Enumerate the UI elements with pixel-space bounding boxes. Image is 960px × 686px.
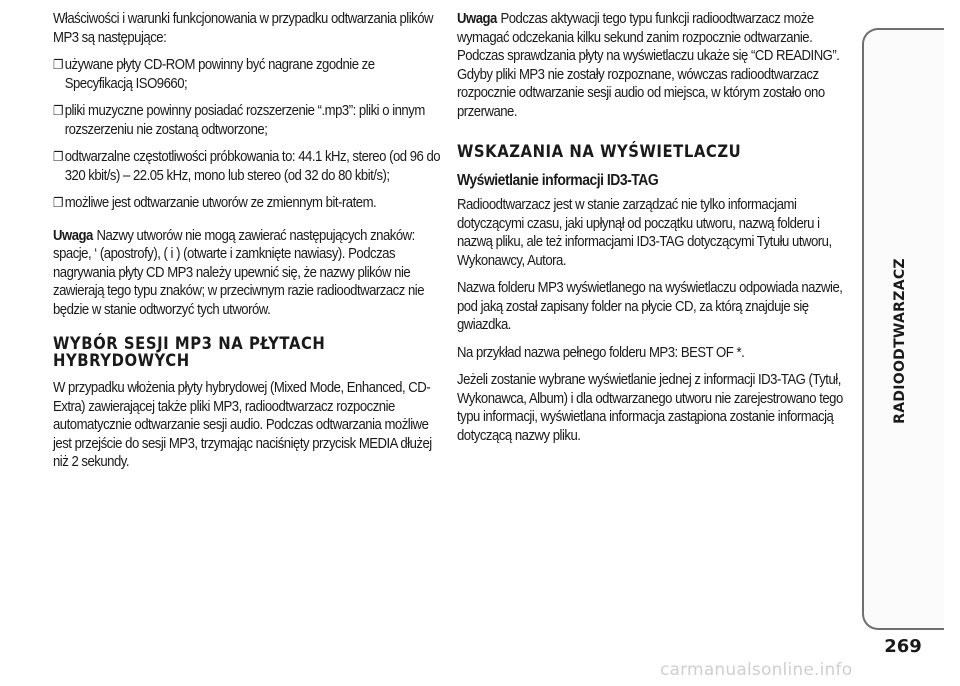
checkbox-bullet-icon: ❐	[53, 57, 63, 72]
section-heading-hybrid: WYBÓR SESJI MP3 NA PŁYTACH HYBRYDOWYCH	[53, 334, 326, 370]
list-item-text: pliki muzyczne powinny posiadać rozszerzenie “.mp3”: pliki o innym rozszerzeniu nie zostaną odtworzone;	[64, 103, 425, 138]
checkbox-bullet-icon: ❐	[53, 149, 63, 164]
list-item	[53, 56, 442, 93]
note-lead: Uwaga	[53, 227, 93, 244]
list-item	[53, 148, 442, 185]
list-item-text: używane płyty CD-ROM powinny być nagrane zgodnie ze Specyfikacją ISO9660;	[64, 57, 375, 92]
body-paragraph: Radioodtwarzacz jest w stanie zarządzać nie tylko informacjami dotyczącymi czasu, jaki upłynął od początku utworu, nazwą folderu i nazwą pliku, ale też informacjami ID3-TAG dotyczącymi Tytułu utworu, Wykonawcy, Autora.	[457, 197, 832, 269]
checkbox-bullet-icon: ❐	[53, 195, 63, 210]
list-item	[53, 102, 442, 139]
checkbox-bullet-icon: ❐	[53, 103, 63, 118]
body-paragraph: Jeżeli zostanie wybrane wyświetlanie jednej z informacji ID3-TAG (Tytuł, Wykonawca, Album) i dla odtwarzanego utworu nie zarejestrowano tego typu informacji, wyświetlana informacja zastąpiona zostanie informacją dotyczącą nazwy pliku.	[457, 372, 843, 444]
watermark: carmanualsonline.info	[660, 660, 853, 680]
section-paragraph: W przypadku włożenia płyty hybrydowej (Mixed Mode, Enhanced, CD-Extra) zawierającej także pliki MP3, radioodtwarzacz rozpocznie automatycznie odtwarzanie sesji audio. Podczas odtwarzania możliwe jest przejście do sesji MP3, trzymając naciśnięty przycisk MEDIA dłużej niż 2 sekundy.	[53, 380, 432, 470]
note-text: Nazwy utworów nie mogą zawierać następujących znaków: spacje, ‘ (apostrofy), ( i ) (otwarte i zamknięte nawiasy). Podczas nagrywania płyty CD MP3 należy upewnić się, że nazwy plików nie zawierają tego typu znaków; w przeciwnym razie radioodtwarzacz nie będzie w stanie odtworzyć tych utworów.	[53, 227, 425, 318]
subsection-heading-id3: Wyświetlanie informacji ID3-TAG	[457, 172, 659, 189]
left-column	[53, 10, 442, 481]
section-heading-display: WSKAZANIA NA WYŚWIETLACZU	[457, 142, 742, 161]
intro-paragraph: Właściwości i warunki funkcjonowania w przypadku odtwarzania plików MP3 są następujące:	[53, 11, 434, 46]
page-number: 269	[884, 636, 922, 657]
list-item-text: możliwe jest odtwarzanie utworów ze zmiennym bit-ratem.	[64, 195, 377, 211]
note-paragraph	[53, 227, 442, 320]
chapter-tab-text: RADIOODTWARZACZ	[892, 258, 908, 424]
chapter-tab-label	[885, 258, 915, 424]
note-lead: Uwaga	[457, 11, 497, 27]
list-item	[53, 194, 442, 213]
note-paragraph	[457, 10, 846, 121]
right-column	[457, 10, 846, 454]
note-text: Podczas aktywacji tego typu funkcji radioodtwarzacz może wymagać odczekania kilku sekund zanim rozpocznie odtwarzanie. Podczas sprawdzania płyty na wyświetlaczu ukaże się “CD READING”. Gdyby pliki MP3 nie zostały rozpoznane, wówczas radioodtwarzacz rozpocznie odtwarzanie sesji audio od miejsca, w którym zostało ono przerwane.	[457, 11, 840, 120]
body-paragraph: Na przykład nazwa pełnego folderu MP3: BEST OF *.	[457, 344, 745, 361]
list-item-text: odtwarzalne częstotliwości próbkowania to: 44.1 kHz, stereo (od 96 do 320 kbit/s) – 22.05 kHz, mono lub stereo (od 32 do 80 kbit/s);	[64, 149, 441, 184]
body-paragraph: Nazwa folderu MP3 wyświetlanego na wyświetlaczu odpowiada nazwie, pod jaką został zapisany folder na płycie CD, za którą znajduje się gwiazdka.	[457, 280, 843, 333]
